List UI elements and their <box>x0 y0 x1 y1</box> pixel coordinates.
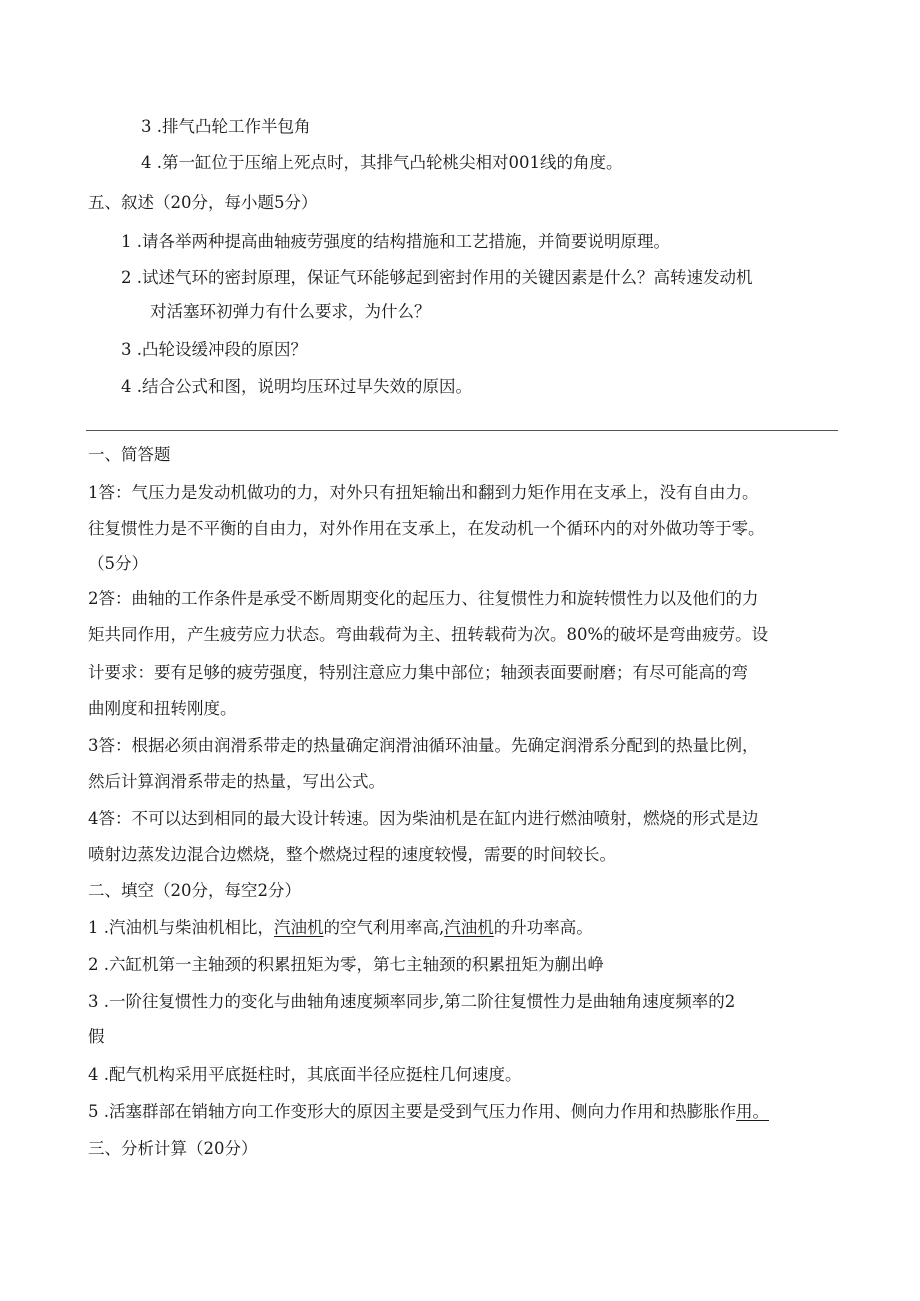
answer-line: 计要求：要有足够的疲劳强度，特别注意应力集中部位；轴颈表面要耐磨；有尽可能高的弯 <box>88 663 748 682</box>
fill-text: 的升功率高。 <box>493 918 593 937</box>
question-item: 3 .排气凸轮工作半包角 <box>141 117 311 136</box>
question-item: 1 .请各举两种提高曲轴疲劳强度的结构措施和工艺措施，并简要说明原理。 <box>121 232 670 251</box>
fill-answer: 汽油机 <box>444 918 494 937</box>
question-item: 2 .试述气环的密封原理，保证气环能够起到密封作用的关键因素是什么？高转速发动机 <box>121 268 753 287</box>
answer-line: 矩共同作用，产生疲劳应力状态。弯曲载荷为主、扭转载荷为次。80%的破坏是弯曲疲劳。设 <box>88 625 769 644</box>
answer-line: 3答：根据必须由润滑系带走的热量确定润滑油循环油量。先确定润滑系分配到的热量比例， <box>88 736 759 755</box>
fill-answer: 汽油机 <box>274 918 324 937</box>
fill-blank-item <box>88 1100 769 1124</box>
answer-line: 4答：不可以达到相同的最大设计转速。因为柴油机是在缸内进行燃油喷射，燃烧的形式是边 <box>88 809 759 828</box>
question-item-continued: 对活塞环初弹力有什么要求，为什么？ <box>150 302 431 321</box>
fill-blank-item-continued: 假 <box>88 1027 105 1046</box>
section-heading: 二、填空（20分，每空2分） <box>88 881 301 900</box>
fill-text: 5 .活塞群部在销轴方向工作变形大的原因主要是受到气压力作用、侧向力作用和热膨胀作 <box>88 1102 736 1121</box>
fill-text: 的空气利用率高, <box>323 918 445 937</box>
answer-line: （5分） <box>88 554 148 573</box>
question-item: 4 .第一缸位于压缩上死点时，其排气凸轮桃尖相对001线的角度。 <box>141 153 623 172</box>
section-heading: 五、叙述（20分，每小题5分） <box>88 193 318 212</box>
question-item: 3 .凸轮设缓冲段的原因？ <box>121 340 307 359</box>
question-item: 4 .结合公式和图，说明均压环过早失效的原因。 <box>121 377 472 396</box>
divider-line <box>86 430 838 431</box>
section-heading: 一、简答题 <box>88 445 171 464</box>
answer-line: 曲刚度和扭转刚度。 <box>88 699 237 718</box>
answer-line: 1答：气压力是发动机做功的力，对外只有扭矩输出和翻到力矩作用在支承上，没有自由力。 <box>88 483 759 502</box>
answer-line: 喷射边蒸发边混合边燃烧，整个燃烧过程的速度较慢，需要的时间较长。 <box>88 845 616 864</box>
fill-text: 1 .汽油机与柴油机相比， <box>88 918 274 937</box>
fill-blank-item: 2 .六缸机第一主轴颈的积累扭矩为零，第七主轴颈的积累扭矩为蒯出峥 <box>88 955 604 974</box>
answer-line: 2答：曲轴的工作条件是承受不断周期变化的起压力、往复惯性力和旋转惯性力以及他们的力 <box>88 589 759 608</box>
section-heading: 三、分析计算（20分） <box>88 1139 258 1158</box>
fill-blank-item: 3 .一阶往复惯性力的变化与曲轴角速度频率同步,第二阶往复惯性力是曲轴角速度频率的2 <box>88 992 736 1011</box>
fill-blank-item: 4 .配气机构采用平底挺柱时，其底面半径应挺柱几何速度。 <box>88 1065 522 1084</box>
fill-blank-item <box>88 916 593 940</box>
answer-line: 往复惯性力是不平衡的自由力，对外作用在支承上，在发动机一个循环内的对外做功等于零。 <box>88 519 765 538</box>
answer-line: 然后计算润滑系带走的热量，写出公式。 <box>88 772 385 791</box>
fill-answer: 用。 <box>736 1102 769 1121</box>
